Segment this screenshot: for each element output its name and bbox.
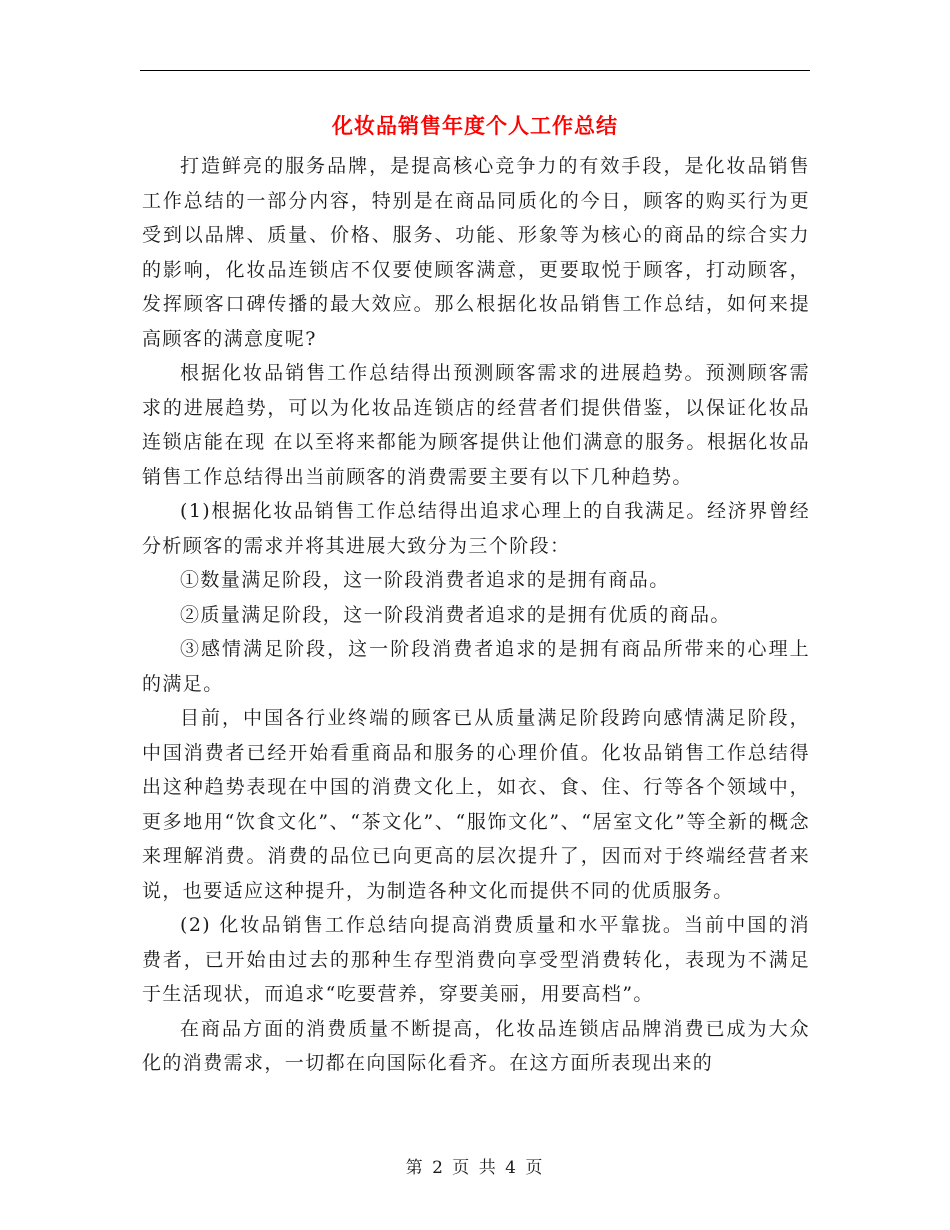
paragraph: 目前，中国各行业终端的顾客已从质量满足阶段跨向感情满足阶段，中国消费者已经开始看重商品和服务的心理价值。化妆品销售工作总结得出这种趋势表现在中国的消费文化上，如衣、食、住、行等各个领域中，更多地用“饮食文化”、“茶文化”、“服饰文化”、“居室文化”等全新的概念来理解消费。消费的品位已向更高的层次提升了，因而对于终端经营者来说，也要适应这种提升，为制造各种文化而提供不同的优质服务。 xyxy=(142,707,810,902)
paragraph: 根据化妆品销售工作总结得出预测顾客需求的进展趋势。预测顾客需求的进展趋势，可以为化妆品连锁店的经营者们提供借鉴，以保证化妆品连锁店能在现 在以至将来都能为顾客提供让他们满意的服务。根据化妆品销售工作总结得出当前顾客的消费需要主要有以下几种趋势。 xyxy=(142,362,810,488)
document-title: 化妆品销售年度个人工作总结 xyxy=(332,114,618,138)
list-item-stage-3: ③感情满足阶段，这一阶段消费者追求的是拥有商品所带来的心理上的满足。 xyxy=(142,638,810,695)
page-number-footer: 第 2 页 共 4 页 xyxy=(405,1158,545,1178)
paragraph: 在商品方面的消费质量不断提高，化妆品连锁店品牌消费已成为大众化的消费需求，一切都在向国际化看齐。在这方面所表现出来的 xyxy=(142,1017,810,1074)
list-item-stage-1: ①数量满足阶段，这一阶段消费者追求的是拥有商品。 xyxy=(180,569,670,591)
paragraph: 打造鲜亮的服务品牌，是提高核心竞争力的有效手段，是化妆品销售工作总结的一部分内容，特别是在商品同质化的今日，顾客的购买行为更受到以品牌、质量、价格、服务、功能、形象等为核心的商品的综合实力的影响，化妆品连锁店不仅要使顾客满意，更要取悦于顾客，打动顾客，发挥顾客口碑传播的最大效应。那么根据化妆品销售工作总结，如何来提高顾客的满意度呢? xyxy=(142,155,810,350)
header-rule xyxy=(140,70,810,71)
document-body xyxy=(142,149,810,1081)
paragraph: (1)根据化妆品销售工作总结得出追求心理上的自我满足。经济界曾经分析顾客的需求并将其进展大致分为三个阶段： xyxy=(142,500,810,557)
paragraph: (2) 化妆品销售工作总结向提高消费质量和水平靠拢。当前中国的消费者，已开始由过去的那种生存型消费向享受型消费转化，表现为不满足于生活现状，而追求“吃要营养，穿要美丽，用要高档”。 xyxy=(142,914,810,1005)
list-item-stage-2: ②质量满足阶段，这一阶段消费者追求的是拥有优质的商品。 xyxy=(180,603,731,626)
